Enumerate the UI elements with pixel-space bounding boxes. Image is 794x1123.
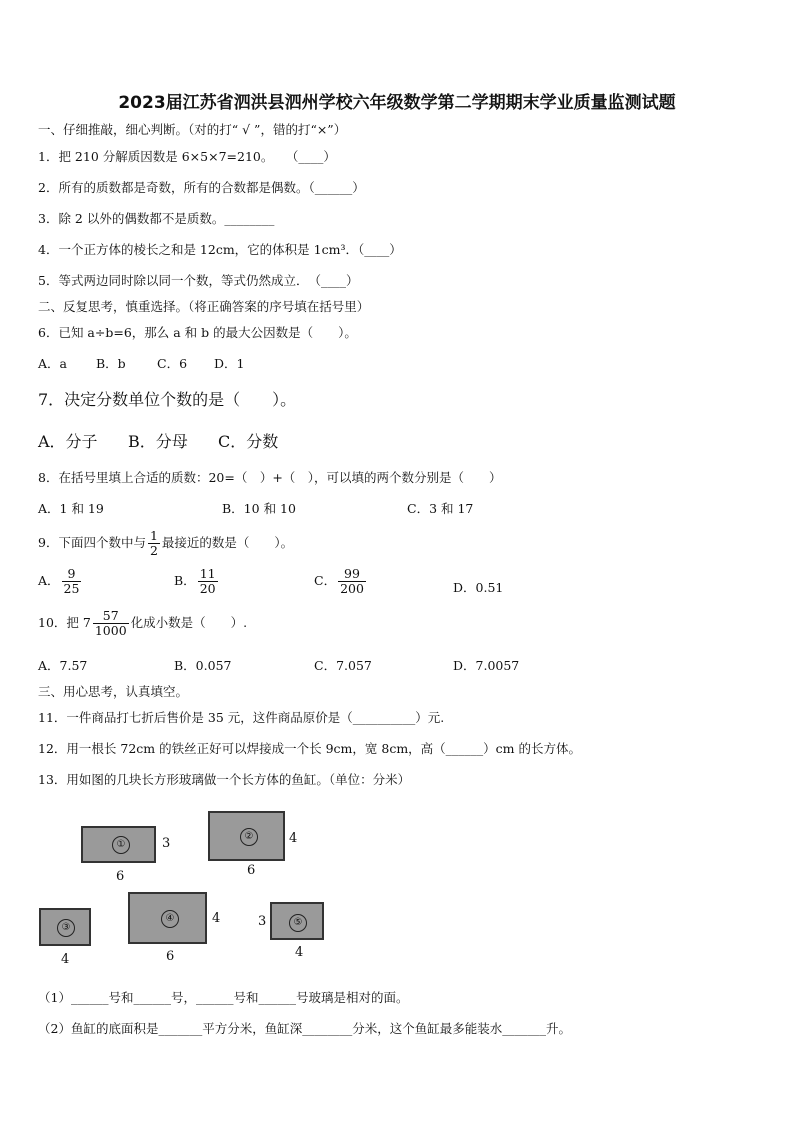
q9-option-d: D．0.51 [453,580,504,595]
q6-option-c: C．6 [157,356,188,371]
q9-option-c-den: 200 [340,580,364,596]
glass-panel-1 [81,826,156,863]
section2-heading: 二、反复思考，慎重选择。（将正确答案的序号填在括号里） [38,299,370,314]
q9-option-b-label: B． [174,572,196,588]
page-title: 2023届江苏省泗洪县泗州学校六年级数学第二学期期末学业质量监测试题 [118,93,676,113]
q9-option-b-den: 20 [199,580,216,596]
q9-option-a-den: 25 [63,580,80,596]
q9-option-a [38,567,83,596]
q9-text-post: 最接近的数是（ ）。 [161,535,294,550]
question-13-part-1: （1）______号和______号，______号和______号玻璃是相对的面。 [38,990,409,1005]
glass-3-label: ③ [57,919,75,937]
glass-4-label: ④ [161,910,179,928]
question-5: 5．等式两边同时除以同一个数，等式仍然成立． （____） [38,273,359,288]
q10-frac-num: 57 [93,609,129,624]
glass-5-width: 4 [295,945,304,960]
q8-option-c: C．3 和 17 [407,501,474,516]
question-1: 1．把 210 分解质因数是 6×5×7=210。 （____） [38,149,336,164]
q9-option-c-label: C． [314,572,337,588]
question-11: 11．一件商品打七折后售价是 35 元，这件商品原价是（__________）元. [38,710,445,725]
glass-3-width: 4 [61,952,70,967]
q10-text-post: 化成小数是（ ）. [130,615,248,630]
q10-frac-den: 1000 [94,623,127,638]
q9-option-a-label: A． [38,572,60,588]
question-6: 6．已知 a÷b=6，那么 a 和 b 的最大公因数是（ ）。 [38,325,357,340]
glass-1-width: 6 [116,869,125,884]
glass-panel-5 [270,902,324,940]
q10-option-c: C．7.057 [314,658,372,673]
question-3: 3．除 2 以外的偶数都不是质数。________ [38,211,275,226]
glass-4-width: 6 [166,949,175,964]
question-13: 13．用如图的几块长方形玻璃做一个长方体的鱼缸。（单位：分米） [38,772,411,787]
question-8: 8．在括号里填上合适的质数：20=（ ）+（ ），可以填的两个数分别是（ ） [38,470,502,485]
q7-option-a: A．分子 [38,432,98,451]
question-4: 4．一个正方体的棱长之和是 12cm，它的体积是 1cm³．（____） [38,242,402,257]
section1-heading: 一、仔细推敲，细心判断。（对的打“ √ ”，错的打“×”） [38,122,347,137]
glass-1-height: 3 [162,836,171,851]
q10-text-pre: 10．把 7 [38,615,91,630]
glass-panel-2 [208,811,285,861]
glass-2-label: ② [240,828,258,846]
q6-option-b: B．b [96,356,126,371]
q8-option-a: A．1 和 19 [38,501,104,516]
q9-frac-num: 1 [149,528,158,544]
glass-2-width: 6 [247,863,256,878]
q9-option-c [314,567,368,596]
glass-panel-4 [128,892,207,944]
q9-option-c-num: 99 [338,567,366,582]
glass-5-label: ⑤ [289,914,307,932]
q7-option-b: B．分母 [128,432,188,451]
question-12: 12．用一根长 72cm 的铁丝正好可以焊接成一个长 9cm，宽 8cm，高（______）cm 的长方体。 [38,741,582,756]
q9-option-b [174,567,220,596]
q10-option-a: A．7.57 [38,658,88,673]
q10-option-b: B．0.057 [174,658,232,673]
glass-4-height: 4 [212,911,221,926]
glass-1-label: ① [112,836,130,854]
question-7: 7．决定分数单位个数的是（ ）。 [38,390,297,409]
q9-text-pre: 9．下面四个数中与 [38,535,146,550]
question-9 [38,528,293,558]
glass-2-height: 4 [289,831,298,846]
glass-panel-3 [39,908,91,946]
q6-option-a: A．a [38,356,67,371]
q9-option-a-num: 9 [62,567,82,582]
glass-5-height: 3 [258,914,267,929]
q9-option-b-num: 11 [199,566,216,581]
question-2: 2．所有的质数都是奇数，所有的合数都是偶数。（______） [38,180,365,195]
q7-option-c: C．分数 [218,432,279,451]
q9-frac-den: 2 [149,543,158,558]
question-13-part-2: （2）鱼缸的底面积是_______平方分米，鱼缸深________分米，这个鱼缸最多能装水_______升。 [38,1021,571,1036]
section3-heading: 三、用心思考，认真填空。 [38,684,189,699]
q10-option-d: D．7.0057 [453,658,520,673]
q9-fraction [148,529,160,558]
question-10 [38,608,247,638]
q6-option-d: D．1 [214,356,245,371]
q8-option-b: B．10 和 10 [222,501,296,516]
